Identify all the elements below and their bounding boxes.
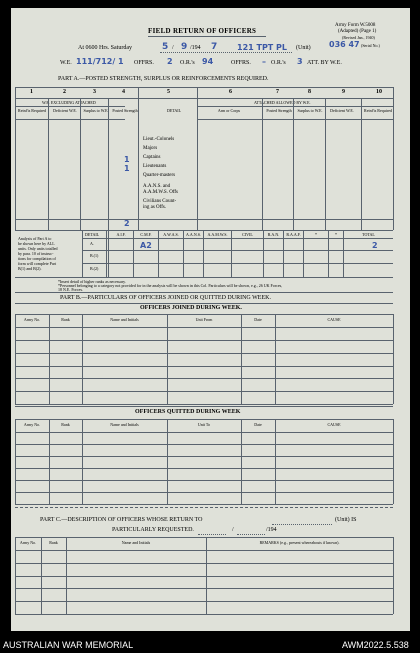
table-column-heading: Name and Initials <box>110 422 139 427</box>
we-excluding-label: W.E. EXCLUDING ATTACHED <box>42 100 96 105</box>
analysis-note-line: form will complete Part <box>18 261 57 266</box>
rank-label: ing as Offs. <box>143 205 167 210</box>
form-revised: (Revised Jan., 1940) <box>342 35 375 40</box>
footer-credit: AUSTRALIAN WAR MEMORIAL <box>3 640 134 650</box>
table-column-heading: Rank <box>61 317 70 322</box>
table-column-heading: CAUSE <box>327 317 341 322</box>
analysis-note-line: units. Only units totalled <box>18 246 58 251</box>
column-heading: Deficient W.E. <box>53 108 77 113</box>
month-value: 9 <box>181 42 188 52</box>
column-heading: Deficient W.E. <box>330 108 354 113</box>
part-b-heading: PART B.—PARTICULARS OF OFFICERS JOINED OR QUITTED DURING WEEK. <box>60 295 271 301</box>
rank-label: Quarter-masters <box>143 173 176 178</box>
column-number: 5 <box>167 89 170 95</box>
column-number: 3 <box>93 89 96 95</box>
part-a-heading: PART A.—POSTED STRENGTH, SURPLUS OR REINFORCEMENTS REQUIRED. <box>58 76 269 82</box>
form-number: Army Form W.5008 <box>335 23 376 28</box>
table-column-heading: Army No. <box>23 422 41 427</box>
part-c-date: /194 <box>266 527 277 533</box>
analysis-row-label: A. <box>90 241 94 246</box>
table-column-heading: Name and Initials <box>121 540 151 545</box>
part-c-line1: PART C.—DESCRIPTION OF OFFICERS WHOSE RETURN TO <box>40 517 203 523</box>
analysis-row-label: B.(2) <box>90 266 99 271</box>
part-c-unit: (Unit) IS <box>335 517 357 523</box>
offrs-label: OFFRS. <box>134 60 154 66</box>
serial-label: (Serial No.) <box>361 43 380 48</box>
att-label: ATT. BY W.E. <box>307 60 342 66</box>
footnote-line: *Personnel belonging to a category not provided for in the analysis will be shown in this Col. Particulars will be shown, e.g., 26 UK Forces, <box>58 283 283 288</box>
rank-label: Civilians Count- <box>143 199 177 204</box>
analysis-note-line: Analysis of Part A to <box>18 236 52 241</box>
column-number: 8 <box>308 89 311 95</box>
year-prefix: /194 <box>190 45 201 51</box>
table-column-heading: REMARKS (e.g., present whereabouts if known). <box>259 540 340 545</box>
rank-label: Captains <box>143 155 161 160</box>
day-value: 5 <box>162 42 169 52</box>
analysis-column-label: * <box>315 232 317 237</box>
attached-allowed-label: ATTACHED ALLOWED BY W.E. <box>254 100 311 105</box>
table-column-heading: Army No. <box>23 317 41 322</box>
analysis-column-label: A.I.F. <box>116 232 126 237</box>
column-number: 6 <box>229 89 232 95</box>
table-column-heading: Rank <box>61 422 70 427</box>
we-label: W.E. <box>60 60 72 66</box>
we-value: 111/712/ 1 <box>76 57 124 66</box>
serial-number: 036 47 <box>329 40 360 49</box>
analysis-note-line: B(1) and B(2). <box>18 266 42 271</box>
analysis-column-label: A.W.A.S. <box>163 232 179 237</box>
column-heading: Surplus to W.E. <box>83 108 109 113</box>
rank-label: Lieutenants <box>143 164 167 169</box>
column-number: 4 <box>122 89 125 95</box>
footer-accession: AWM2022.5.538 <box>342 640 409 650</box>
analysis-total: 2 <box>372 241 378 250</box>
analysis-column-label: R.A.N. <box>267 232 280 237</box>
rank-label: Lieut.-Colonels <box>143 137 175 142</box>
footnote-line: 18 N.E. Forces. <box>58 287 83 292</box>
column-number: 2 <box>63 89 66 95</box>
analysis-column-label: CIVIL <box>242 232 253 237</box>
column-heading: Arm or Corps <box>217 108 241 113</box>
table-column-heading: Unit From <box>195 317 213 322</box>
detail-label: DETAIL <box>85 232 100 237</box>
posted-strength-total: 2 <box>124 219 130 228</box>
aif-count: A2 <box>140 241 152 250</box>
form-adapted: (Adapted) (Page 1) <box>338 29 377 34</box>
ors-value: 94 <box>202 57 214 66</box>
table-column-heading: Unit To <box>197 422 211 427</box>
offrs-value: 2 <box>167 57 173 66</box>
part-c-line2: PARTICULARLY REQUESTED. <box>112 527 194 533</box>
quitted-title: OFFICERS QUITTED DURING WEEK <box>135 409 241 415</box>
column-heading: Reinf'ts Required <box>18 108 46 113</box>
analysis-row-label: B.(1) <box>90 253 99 258</box>
table-column-heading: Date <box>254 422 262 427</box>
analysis-note-line: be shown here by ALL <box>18 241 55 246</box>
form-title: FIELD RETURN OF OFFICERS <box>148 27 257 35</box>
year-value: 7 <box>211 42 218 52</box>
column-heading: Posted Strength <box>266 108 292 113</box>
column-number: 7 <box>276 89 279 95</box>
table-column-heading: Date <box>254 317 262 322</box>
footnote-line: *Insert detail of higher ranks as necessary. <box>58 279 126 284</box>
offrs2-label: OFFRS. <box>231 60 251 66</box>
column-number: 9 <box>342 89 345 95</box>
lieutenants-count: 1 <box>124 164 130 173</box>
at-label: At 0600 Hrs. Saturday <box>78 45 132 51</box>
table-column-heading: Army No. <box>19 540 37 545</box>
analysis-note-line: tions for compilation of <box>18 256 56 261</box>
analysis-column-label: A.A.M.W.S. <box>207 232 228 237</box>
column-heading: Reinf'ts Required <box>364 108 392 113</box>
column-heading: Surplus to W.E. <box>297 108 323 113</box>
analysis-column-label: R.A.A.F. <box>286 232 301 237</box>
column-heading: DETAIL <box>166 108 182 113</box>
column-number: 1 <box>30 89 33 95</box>
analysis-column-label: TOTAL <box>362 232 375 237</box>
captains-count: 1 <box>124 155 130 164</box>
analysis-column-label: C.M.F. <box>140 232 152 237</box>
table-column-heading: Name and Initials <box>110 317 139 322</box>
column-number: 10 <box>376 89 382 95</box>
unit-label: (Unit) <box>296 45 311 51</box>
offrs2-value: – <box>262 57 266 66</box>
table-column-heading: Rank <box>49 540 58 545</box>
joined-title: OFFICERS JOINED DURING WEEK. <box>140 305 242 311</box>
column-heading: Posted Strength <box>112 108 138 113</box>
ors-label: O.R.'s <box>180 60 195 66</box>
rank-label: A.A.M.W.S. Offs <box>143 190 179 195</box>
ors2-value: 3 <box>297 57 303 66</box>
rank-label: A.A.N.S. and <box>143 184 171 189</box>
analysis-column-label: A.A.N.S. <box>186 232 201 237</box>
table-column-heading: CAUSE <box>327 422 341 427</box>
analysis-note-line: by para. 10 of instruc- <box>18 251 54 256</box>
rank-label: Majors <box>143 146 158 151</box>
title-underline <box>148 36 266 37</box>
unit-value: 121 TPT PL <box>237 43 288 52</box>
analysis-column-label: * <box>335 232 337 237</box>
ors2-label: O.R.'s <box>271 60 286 66</box>
